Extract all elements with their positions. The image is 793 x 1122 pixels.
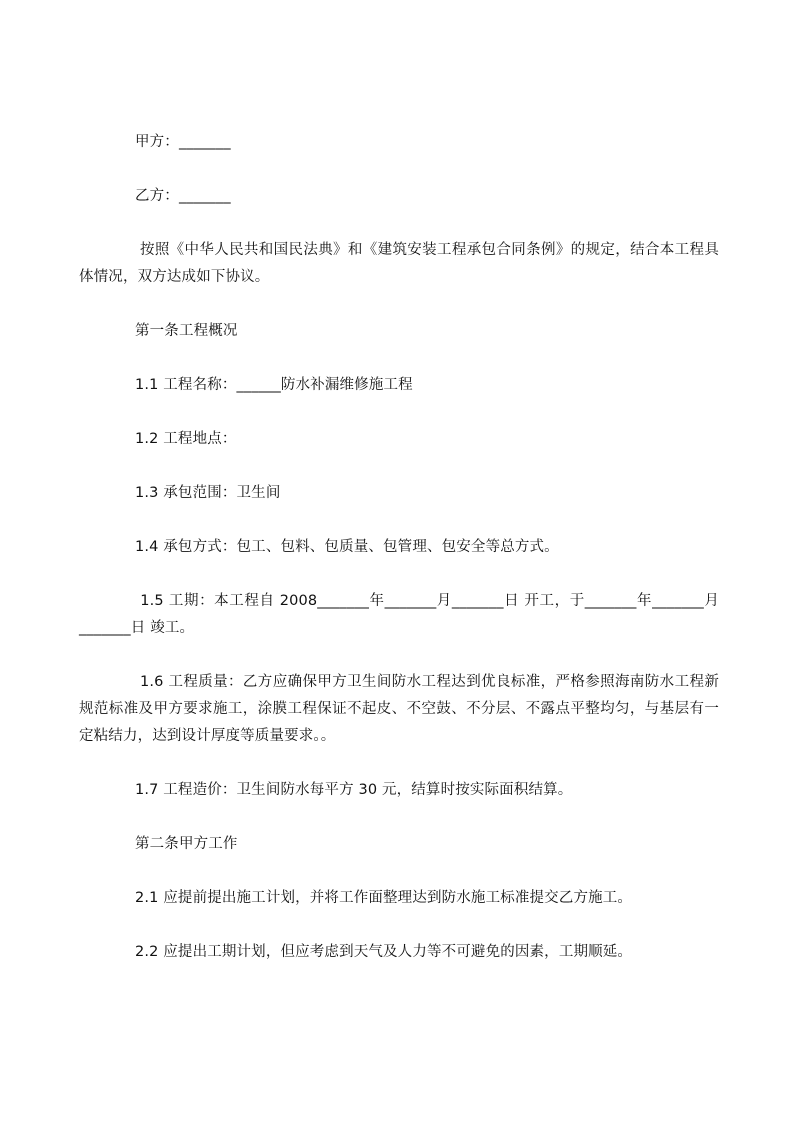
clause-2-2: 2.2 应提出工期计划，但应考虑到天气及人力等不可避免的因素，工期顺延。 <box>135 944 633 960</box>
clause-1-6: 1.6 工程质量：乙方应确保甲方卫生间防水工程达到优良标准，严格参照海南防水工程新规范标准及甲方要求施工，涂膜工程保证不起皮、不空鼓、不分层、不露点平整均匀，与基层有一定粘结力，达到设计厚度等质量要求。。 <box>79 674 719 744</box>
article-2-title: 第二条甲方工作 <box>135 836 238 852</box>
clause-1-5: 1.5 工期：本工程自 2008_______年_______月_______日 开工，于_______年_______月_______日 竣工。 <box>79 593 719 636</box>
clause-1-7: 1.7 工程造价：卫生间防水每平方 30 元，结算时按实际面积结算。 <box>135 782 573 798</box>
party-a-line: 甲方：_______ <box>135 134 231 150</box>
intro-paragraph: 按照《中华人民共和国民法典》和《建筑安装工程承包合同条例》的规定，结合本工程具体情况，双方达成如下协议。 <box>79 242 719 285</box>
contract-body <box>79 129 719 966</box>
clause-1-3: 1.3 承包范围：卫生间 <box>135 485 281 501</box>
clause-1-1: 1.1 工程名称：______防水补漏维修施工程 <box>135 377 413 393</box>
clause-1-4: 1.4 承包方式：包工、包料、包质量、包管理、包安全等总方式。 <box>135 539 559 555</box>
party-b-line: 乙方：_______ <box>135 188 231 204</box>
article-1-title: 第一条工程概况 <box>135 323 238 339</box>
clause-2-1: 2.1 应提前提出施工计划，并将工作面整理达到防水施工标准提交乙方施工。 <box>135 890 633 906</box>
clause-1-2: 1.2 工程地点： <box>135 431 237 447</box>
